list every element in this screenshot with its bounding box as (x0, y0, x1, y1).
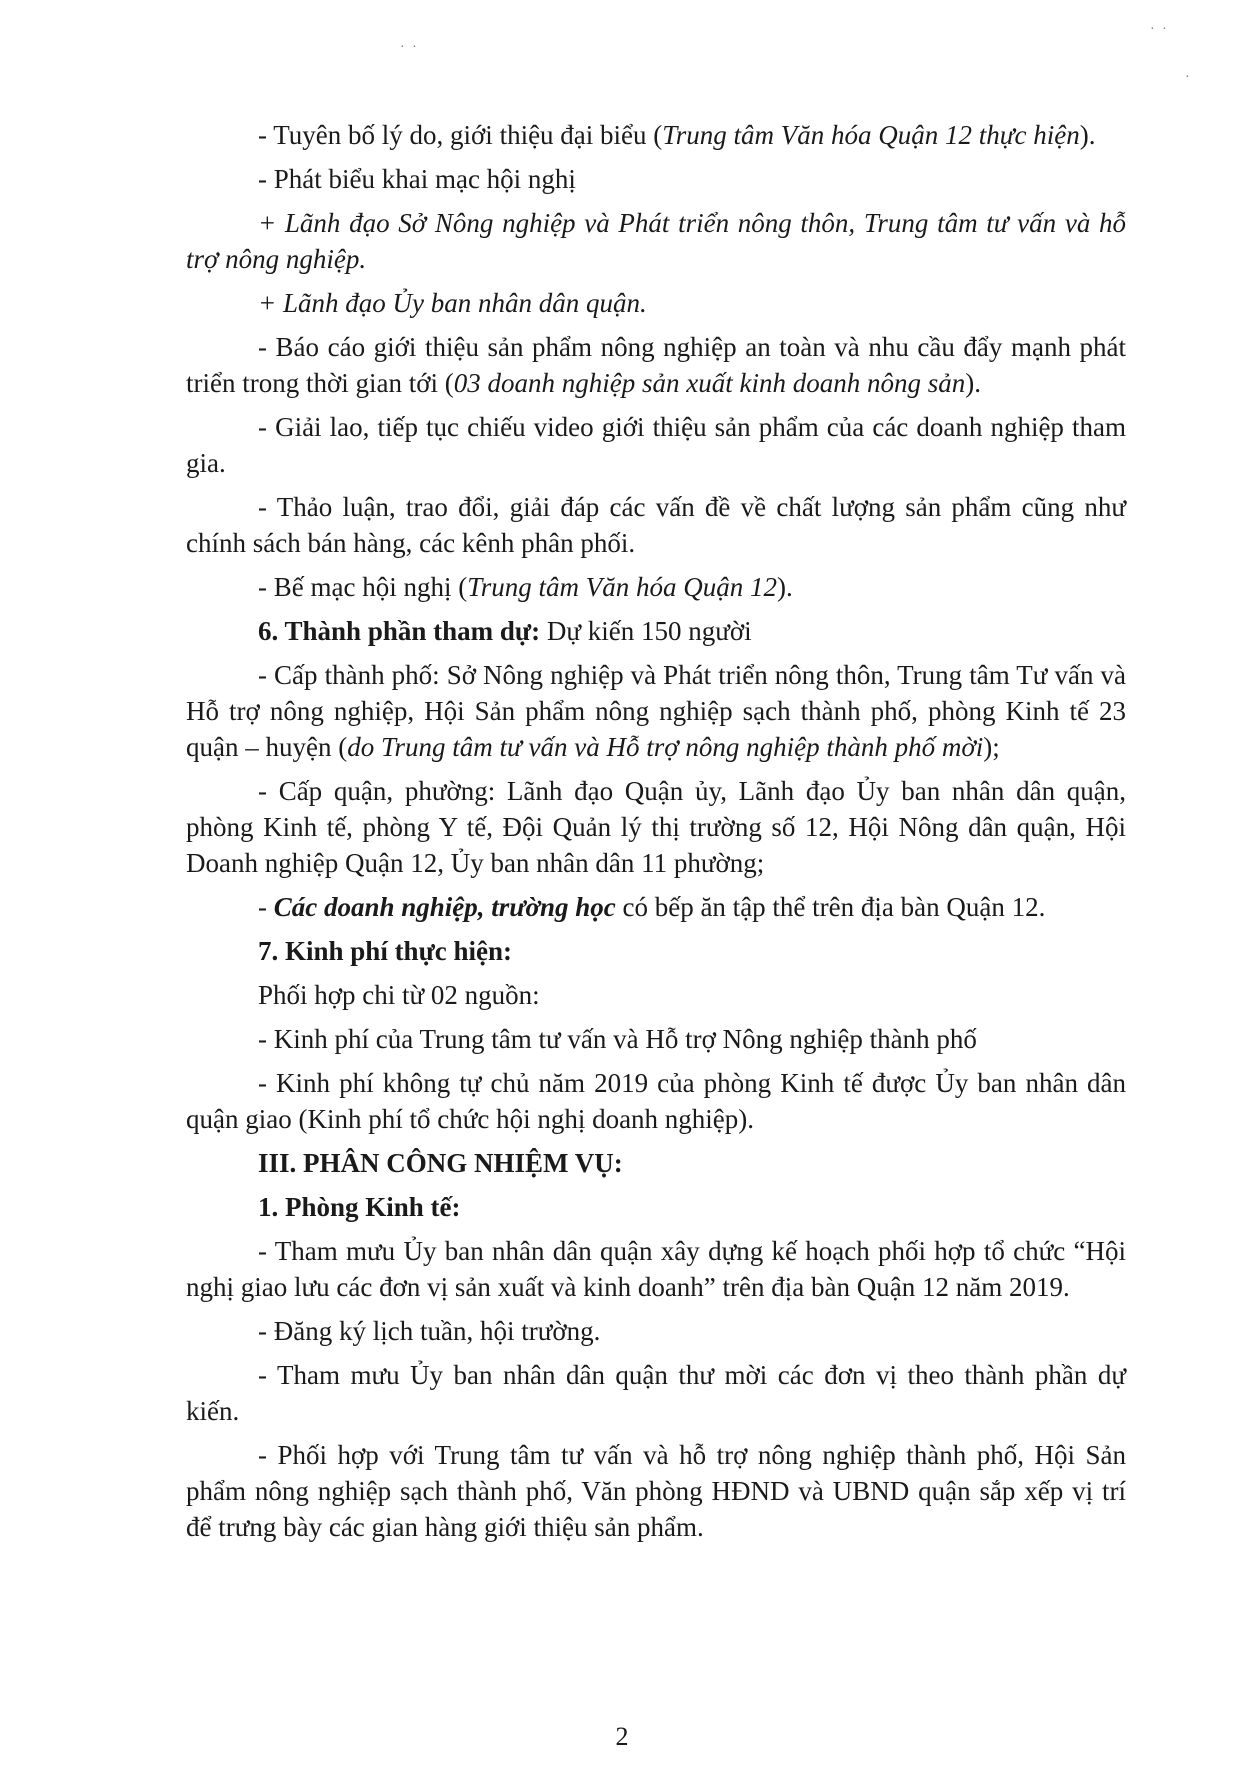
scan-noise: · · (400, 40, 419, 55)
bold-text: 1. Phòng Kinh tế: (258, 1192, 461, 1222)
paragraph (186, 977, 1126, 1013)
paragraph (186, 1437, 1126, 1545)
paragraph (186, 889, 1126, 925)
paragraph (186, 205, 1126, 277)
text-run: - (258, 892, 274, 922)
text-run: ). (1079, 120, 1096, 150)
text-run: - Giải lao, tiếp tục chiếu video giới thiệu sản phẩm của các doanh nghiệp tham gia. (186, 412, 1126, 478)
paragraph (186, 657, 1126, 765)
text-run: - Bế mạc hội nghị ( (258, 572, 468, 602)
text-run: - Phát biểu khai mạc hội nghị (258, 164, 576, 194)
text-run: - Tham mưu Ủy ban nhân dân quận xây dựng kế hoạch phối hợp tổ chức “Hội nghị giao lưu các đơn vị sản xuất và kinh doanh” trên địa bàn Quận 12 năm 2019. (186, 1236, 1126, 1302)
text-run: - Báo cáo giới thiệu sản phẩm nông nghiệp an toàn và nhu cầu đẩy mạnh phát triển trong thời gian tới ( (186, 332, 1126, 398)
document-body (186, 117, 1126, 1553)
paragraph (186, 1065, 1126, 1137)
bold-text: III. PHÂN CÔNG NHIỆM VỤ: (258, 1148, 623, 1178)
paragraph (186, 569, 1126, 605)
text-run: ); (983, 732, 1000, 762)
paragraph (186, 161, 1126, 197)
paragraph (186, 117, 1126, 153)
paragraph (186, 1021, 1126, 1057)
paragraph (186, 489, 1126, 561)
italic-text: do Trung tâm tư vấn và Hỗ trợ nông nghiệp thành phố mời (347, 732, 984, 762)
paragraph (186, 409, 1126, 481)
text-run: - Phối hợp với Trung tâm tư vấn và hỗ trợ nông nghiệp thành phố, Hội Sản phẩm nông nghiệp sạch thành phố, Văn phòng HĐND và UBND quận sắp xếp vị trí để trưng bày các gian hàng giới thiệu sản phẩm. (186, 1440, 1126, 1542)
text-run: - Tuyên bố lý do, giới thiệu đại biểu ( (258, 120, 663, 150)
italic-text: + Lãnh đạo Sở Nông nghiệp và Phát triển nông thôn, Trung tâm tư vấn và hỗ trợ nông nghiệp. (186, 208, 1126, 274)
paragraph (186, 1189, 1126, 1225)
text-run: - Kinh phí của Trung tâm tư vấn và Hỗ trợ Nông nghiệp thành phố (258, 1024, 977, 1054)
bold-text: 7. Kinh phí thực hiện: (258, 936, 513, 966)
text-run: có bếp ăn tập thể trên địa bàn Quận 12. (615, 892, 1046, 922)
text-run: ). (776, 572, 793, 602)
paragraph (186, 329, 1126, 401)
paragraph (186, 1313, 1126, 1349)
text-run: - Cấp quận, phường: Lãnh đạo Quận ủy, Lãnh đạo Ủy ban nhân dân quận, phòng Kinh tế, phòng Y tế, Đội Quản lý thị trường số 12, Hội Nông dân quận, Hội Doanh nghiệp Quận 12, Ủy ban nhân dân 11 phường; (186, 776, 1126, 878)
paragraph (186, 773, 1126, 881)
scan-noise: · · (1150, 22, 1169, 37)
bold-text: 6. Thành phần tham dự: (258, 616, 541, 646)
italic-text: + Lãnh đạo Ủy ban nhân dân quận. (258, 288, 647, 318)
italic-text: Trung tâm Văn hóa Quận 12 thực hiện (662, 120, 1080, 150)
scan-noise: · (1185, 70, 1192, 85)
text-run: - Tham mưu Ủy ban nhân dân quận thư mời các đơn vị theo thành phần dự kiến. (186, 1360, 1126, 1426)
text-run: - Kinh phí không tự chủ năm 2019 của phòng Kinh tế được Ủy ban nhân dân quận giao (Kinh phí tổ chức hội nghị doanh nghiệp). (186, 1068, 1126, 1134)
page-number: 2 (615, 1722, 629, 1751)
text-run: Dự kiến 150 người (540, 616, 752, 646)
italic-text: 03 doanh nghiệp sản xuất kinh doanh nông sản (453, 368, 966, 398)
bold-text: Các doanh nghiệp, trường học (273, 892, 616, 922)
text-run: - Thảo luận, trao đổi, giải đáp các vấn đề về chất lượng sản phẩm cũng như chính sách bán hàng, các kênh phân phối. (186, 492, 1126, 558)
text-run: Phối hợp chi từ 02 nguồn: (258, 980, 540, 1010)
paragraph (186, 613, 1126, 649)
paragraph (186, 1233, 1126, 1305)
text-run: - Cấp thành phố: Sở Nông nghiệp và Phát triển nông thôn, Trung tâm Tư vấn và Hỗ trợ nông nghiệp, Hội Sản phẩm nông nghiệp sạch thành phố, phòng Kinh tế 23 quận – huyện ( (186, 660, 1126, 762)
italic-text: Trung tâm Văn hóa Quận 12 (467, 572, 777, 602)
text-run: - Đăng ký lịch tuần, hội trường. (258, 1316, 601, 1346)
paragraph (186, 1357, 1126, 1429)
paragraph (186, 933, 1126, 969)
text-run: ). (965, 368, 981, 398)
paragraph (186, 1145, 1126, 1181)
paragraph (186, 285, 1126, 321)
